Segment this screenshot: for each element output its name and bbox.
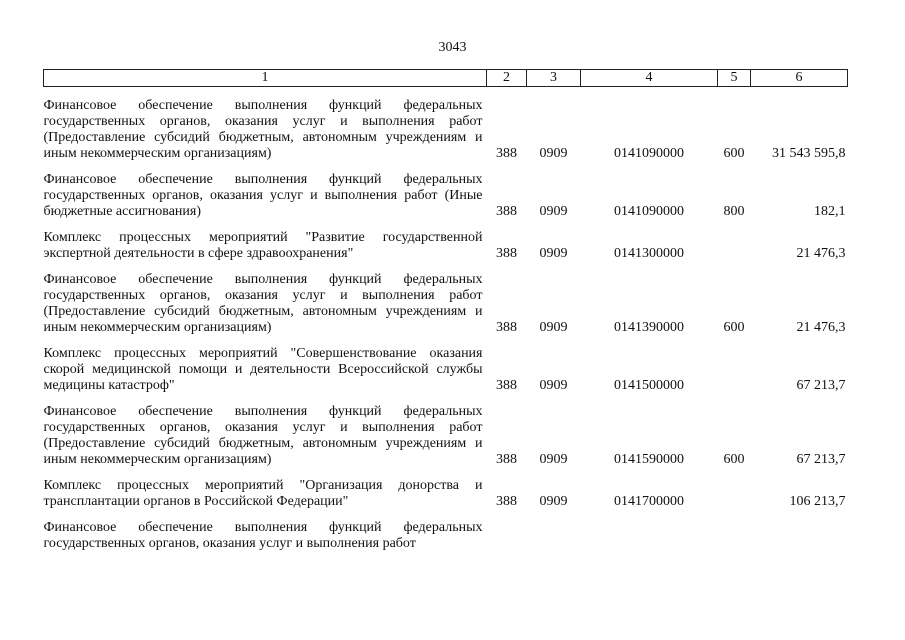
amount: 182,1	[814, 204, 846, 219]
section-code: 0909	[539, 204, 568, 219]
expense-type-code: 600	[723, 320, 745, 335]
target-code	[581, 510, 718, 552]
amount: 31 543 595,8	[772, 146, 846, 161]
amount: 21 476,3	[796, 246, 846, 261]
column-header: 2	[487, 70, 527, 87]
amount: 21 476,3	[796, 320, 846, 335]
item-name: Финансовое обеспечение выполнения функций федеральных государственных органов, оказания услуг и выполнения работ (Предоставление субсидий бюджетным, автономным учреждениям и иным некоммерческим организациям)	[43, 404, 483, 467]
grbs-code: 388	[496, 320, 517, 335]
column-header: 1	[44, 70, 487, 87]
grbs-code: 388	[496, 246, 517, 261]
table-row	[44, 162, 848, 220]
expense-type-code: 600	[723, 452, 745, 467]
expense-type-code: 800	[723, 204, 745, 219]
expense-type-code	[718, 336, 751, 394]
target-code: 0141090000	[614, 204, 684, 219]
target-code: 0141090000	[614, 146, 684, 161]
grbs-code: 388	[496, 452, 517, 467]
table-row	[44, 510, 848, 552]
amount	[751, 510, 848, 552]
item-name: Финансовое обеспечение выполнения функций федеральных государственных органов, оказания услуг и выполнения работ (Иные бюджетные ассигнования)	[43, 172, 483, 219]
target-code: 0141500000	[614, 378, 684, 393]
section-code: 0909	[539, 378, 568, 393]
table-row	[44, 336, 848, 394]
column-header: 3	[527, 70, 581, 87]
section-code	[527, 510, 581, 552]
page-number: 3043	[438, 40, 467, 55]
target-code: 0141700000	[614, 494, 684, 509]
section-code: 0909	[539, 320, 568, 335]
amount: 106 213,7	[789, 494, 846, 509]
budget-table	[43, 69, 848, 552]
expense-type-code	[718, 220, 751, 262]
item-name: Комплекс процессных мероприятий "Совершенствование оказания скорой медицинской помощи и деятельности Всероссийской службы медицины катастроф"	[43, 346, 483, 393]
table-row	[44, 394, 848, 468]
target-code: 0141590000	[614, 452, 684, 467]
item-name: Финансовое обеспечение выполнения функций федеральных государственных органов, оказания услуг и выполнения работ (Предоставление субсидий бюджетным, автономным учреждениям и иным некоммерческим организациям)	[43, 98, 483, 161]
item-name: Финансовое обеспечение выполнения функций федеральных государственных органов, оказания услуг и выполнения работ	[43, 520, 483, 551]
table-row	[44, 87, 848, 163]
expense-type-code: 600	[723, 146, 745, 161]
amount: 67 213,7	[796, 378, 846, 393]
column-header: 4	[581, 70, 718, 87]
grbs-code: 388	[496, 204, 517, 219]
header-row	[44, 70, 848, 87]
grbs-code: 388	[496, 378, 517, 393]
table-row	[44, 262, 848, 336]
grbs-code	[487, 510, 527, 552]
section-code: 0909	[539, 494, 568, 509]
target-code: 0141300000	[614, 246, 684, 261]
item-name: Комплекс процессных мероприятий "Развитие государственной экспертной деятельности в сфере здравоохранения"	[43, 230, 483, 261]
section-code: 0909	[539, 452, 568, 467]
grbs-code: 388	[496, 146, 517, 161]
column-header: 5	[718, 70, 751, 87]
grbs-code: 388	[496, 494, 517, 509]
table-row	[44, 220, 848, 262]
item-name: Комплекс процессных мероприятий "Организация донорства и трансплантации органов в Российской Федерации"	[43, 478, 483, 509]
column-header: 6	[751, 70, 848, 87]
table-row	[44, 468, 848, 510]
expense-type-code	[718, 468, 751, 510]
section-code: 0909	[539, 146, 568, 161]
expense-type-code	[718, 510, 751, 552]
section-code: 0909	[539, 246, 568, 261]
target-code: 0141390000	[614, 320, 684, 335]
item-name: Финансовое обеспечение выполнения функций федеральных государственных органов, оказания услуг и выполнения работ (Предоставление субсидий бюджетным, автономным учреждениям и иным некоммерческим организациям)	[43, 272, 483, 335]
amount: 67 213,7	[796, 452, 846, 467]
